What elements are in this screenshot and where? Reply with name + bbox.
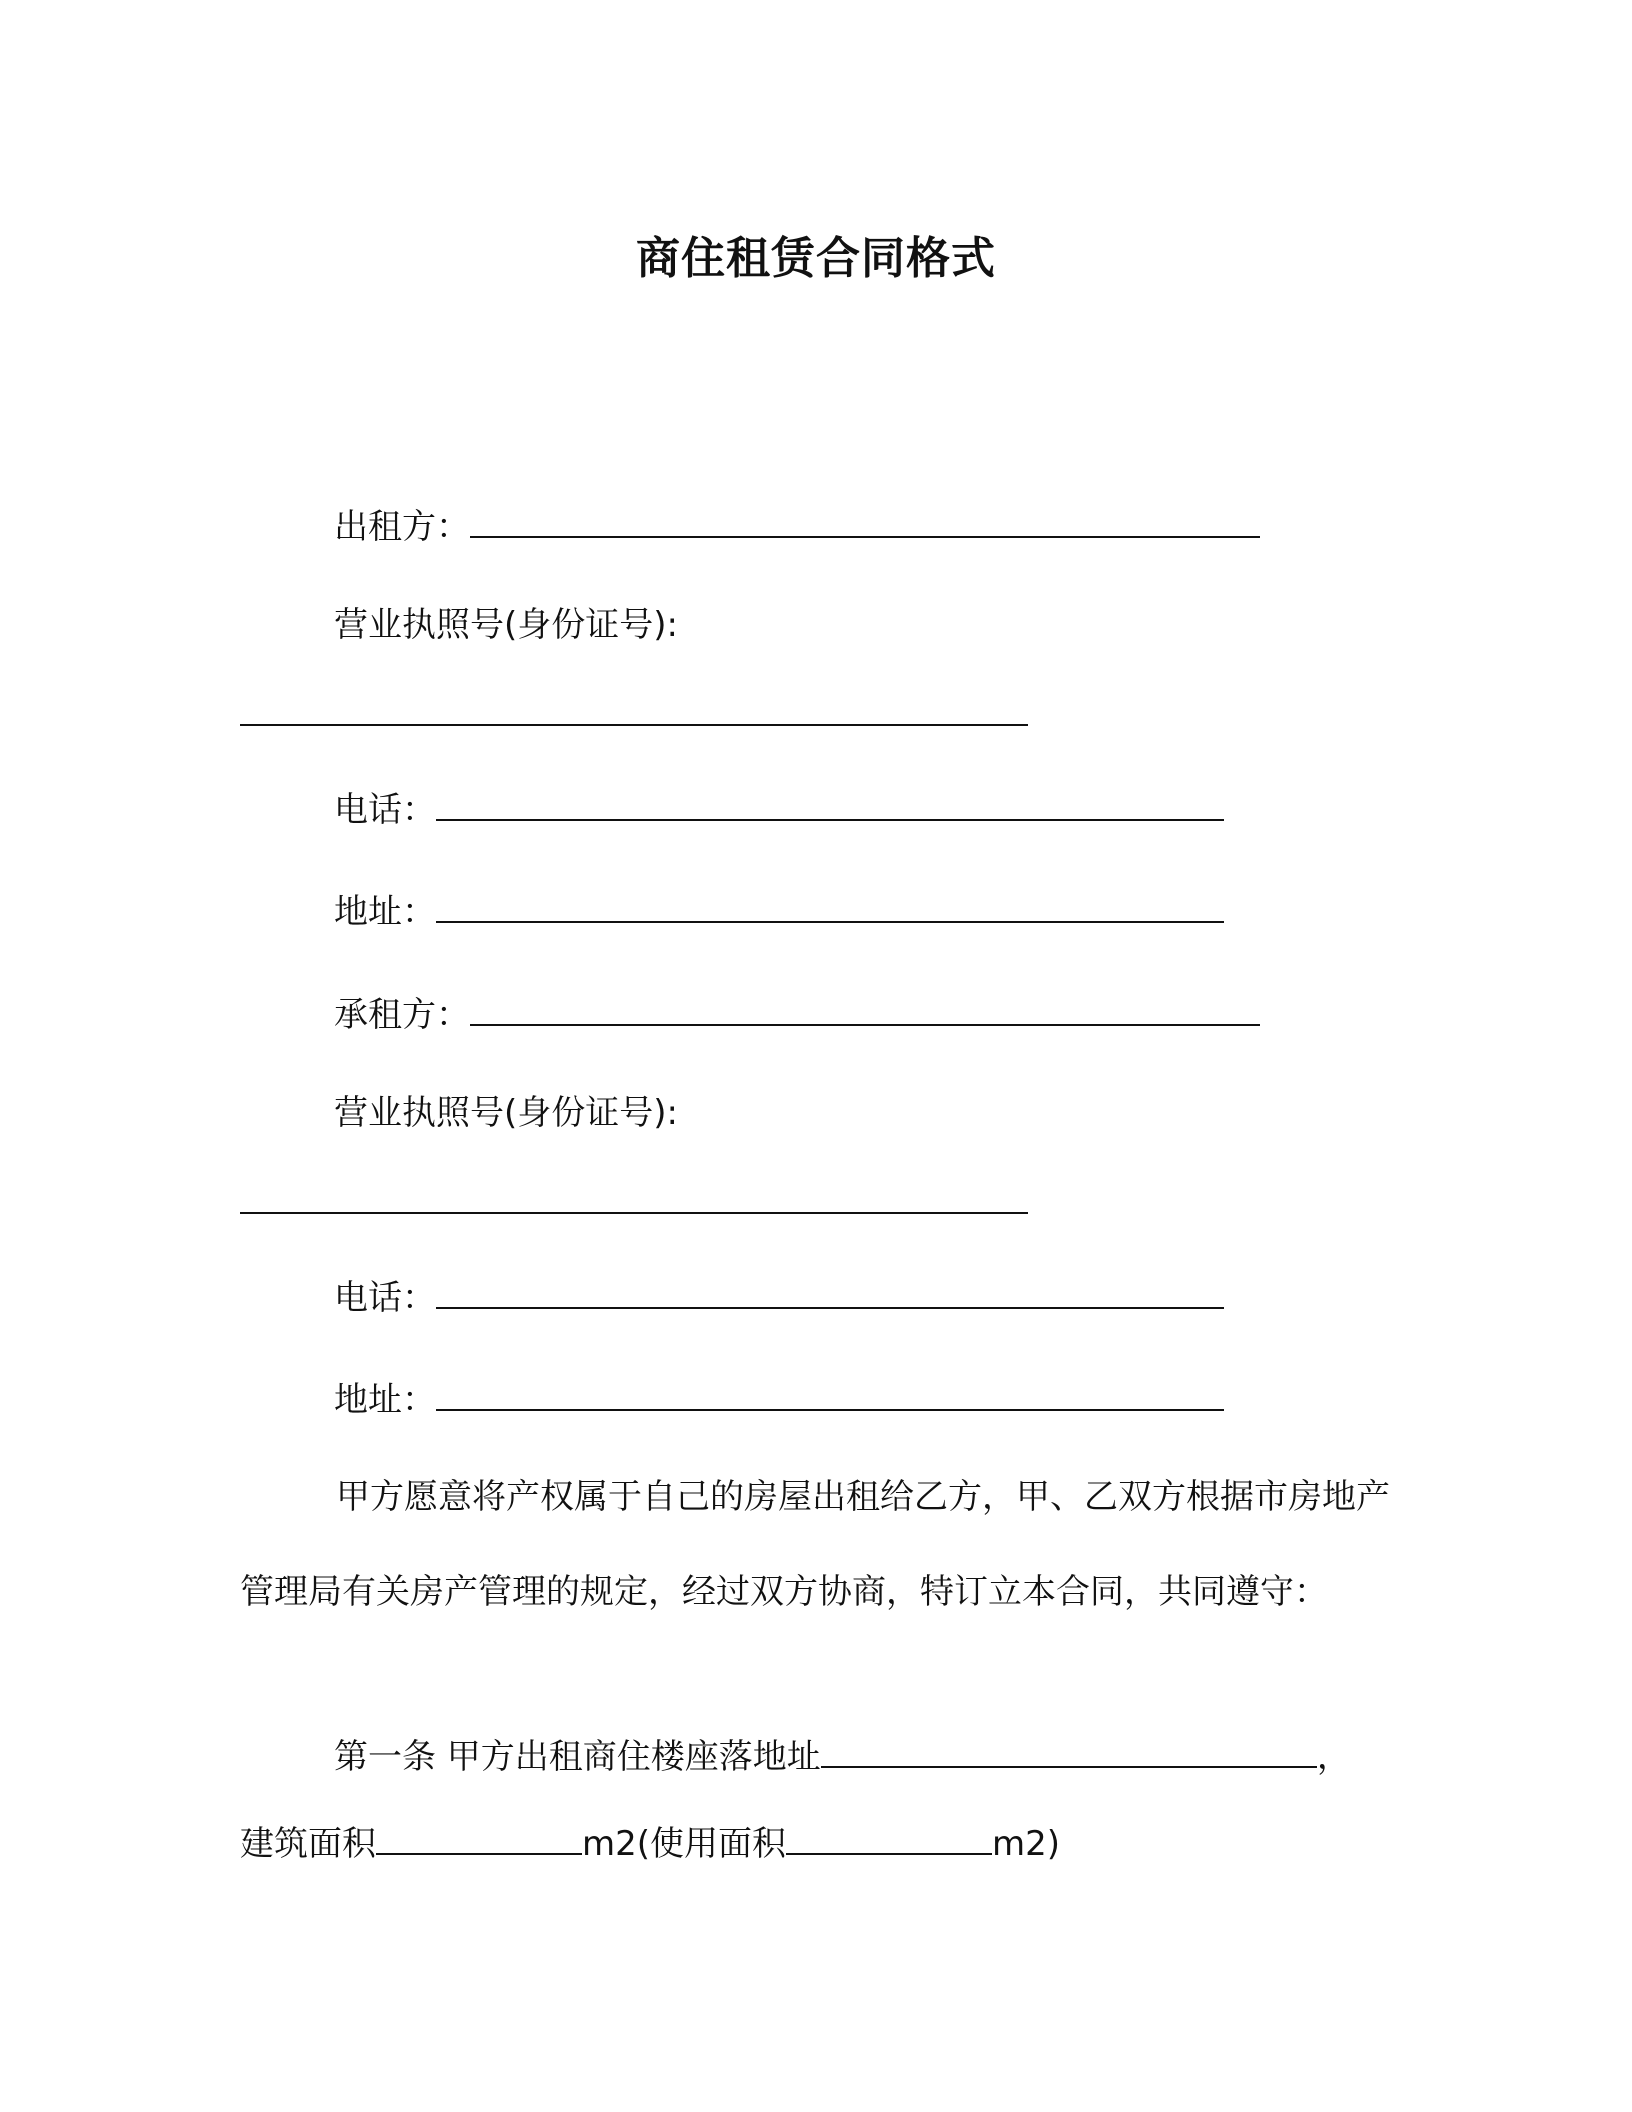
- lessee-address-line: [334, 1378, 1224, 1422]
- area-label: 建筑面积: [240, 1824, 376, 1864]
- lessor-license-blank[interactable]: [240, 722, 1028, 726]
- lessor-label: 出租方：: [334, 507, 470, 547]
- lessor-phone-label: 电话：: [334, 790, 436, 830]
- article1-address-blank[interactable]: [821, 1736, 1317, 1768]
- lessor-line: [334, 505, 1260, 549]
- article1-line1: [334, 1735, 1351, 1779]
- lessee-license-label: 营业执照号(身份证号):: [334, 1093, 678, 1133]
- document-title: 商住租赁合同格式: [636, 233, 996, 284]
- lessor-phone-line: [334, 788, 1224, 832]
- lessor-license-line: [334, 603, 678, 647]
- lessor-license-label: 营业执照号(身份证号):: [334, 605, 678, 645]
- lessor-blank[interactable]: [470, 506, 1260, 538]
- lessor-address-blank[interactable]: [436, 891, 1224, 923]
- article1-line2: [240, 1822, 1060, 1866]
- lessee-address-blank[interactable]: [436, 1379, 1224, 1411]
- lessee-license-line: [334, 1091, 678, 1135]
- lessor-address-line: [334, 890, 1224, 934]
- lessor-address-label: 地址：: [334, 892, 436, 932]
- intro-paragraph-text: 甲方愿意将产权属于自己的房屋出租给乙方，甲、乙双方根据市房地产管理局有关房产管理的规定，经过双方协商，特订立本合同，共同遵守：: [240, 1477, 1390, 1612]
- article1-line1-end: ，: [1316, 1737, 1351, 1777]
- lessee-blank[interactable]: [470, 994, 1260, 1026]
- lessee-phone-label: 电话：: [334, 1278, 436, 1318]
- lessor-phone-blank[interactable]: [436, 789, 1224, 821]
- lessee-address-label: 地址：: [334, 1380, 436, 1420]
- usable-area-blank[interactable]: [786, 1823, 992, 1855]
- intro-paragraph: [240, 1450, 1400, 1640]
- area-unit: m2(使用面积: [582, 1824, 787, 1864]
- article1-text: 第一条 甲方出租商住楼座落地址: [334, 1737, 821, 1777]
- lessee-line: [334, 993, 1260, 1037]
- lessee-license-blank[interactable]: [240, 1210, 1028, 1214]
- lessee-phone-line: [334, 1276, 1224, 1320]
- lessee-label: 承租方：: [334, 995, 470, 1035]
- lessee-phone-blank[interactable]: [436, 1277, 1224, 1309]
- area-unit-end: m2): [992, 1824, 1061, 1864]
- building-area-blank[interactable]: [376, 1823, 582, 1855]
